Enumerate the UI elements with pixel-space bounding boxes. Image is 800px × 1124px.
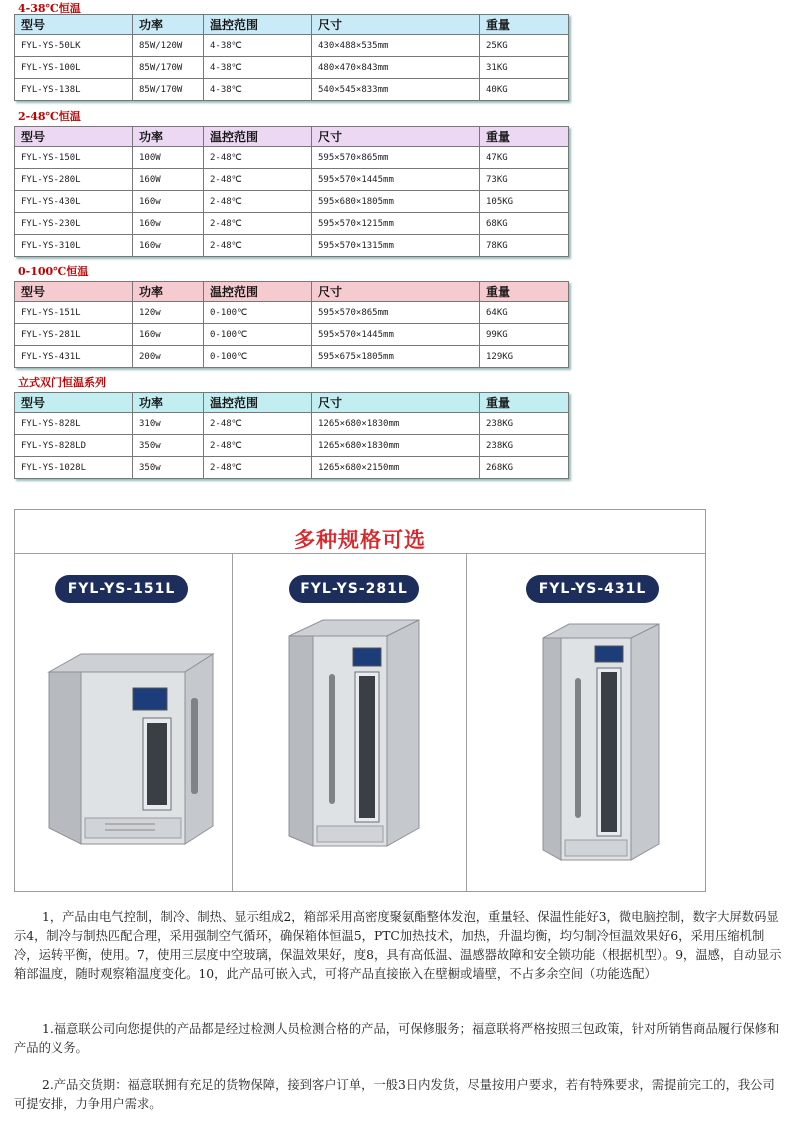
warranty-paragraph: 1.福意联公司向您提供的产品都是经过检测人员检测合格的产品，可保修服务；福意联将严格按照三包政策，针对所销售商品履行保修和产品的义务。 [14,1022,780,1055]
table-cell: 1265×680×2150mm [312,457,480,479]
table-cell: FYL-YS-828L [15,413,133,435]
table-cell: 238KG [480,435,569,457]
table-cell: 4-38℃ [204,57,312,79]
header-cell: 功率 [133,282,204,302]
header-cell: 温控范围 [204,393,312,413]
table-cell: 2-48℃ [204,213,312,235]
table-cell: 595×570×865mm [312,302,480,324]
table-cell: 160w [133,191,204,213]
table-cell: 0-100℃ [204,324,312,346]
table-cell: 2-48℃ [204,435,312,457]
header-cell: 尺寸 [312,393,480,413]
section-title: 2-48℃恒温 [18,110,81,123]
banner-title: 多种规格可选 [294,528,426,552]
table-cell: 100W [133,147,204,169]
table-cell: 430×488×535mm [312,35,480,57]
table-cell: 4-38℃ [204,35,312,57]
header-cell: 功率 [133,15,204,35]
table-cell: 4-38℃ [204,79,312,101]
header-cell: 尺寸 [312,15,480,35]
table-cell: 595×570×1445mm [312,324,480,346]
table-row [15,413,569,435]
banner-divider [15,553,705,554]
cabinet-image [535,618,675,866]
table-cell: 129KG [480,346,569,368]
table-row [15,35,569,57]
table-cell: 0-100℃ [204,346,312,368]
table-cell: 85W/120W [133,35,204,57]
table-cell: 47KG [480,147,569,169]
table-row [15,169,569,191]
table-row [15,324,569,346]
section-title: 4-38℃恒温 [18,2,81,15]
table-cell: 0-100℃ [204,302,312,324]
table-cell: 99KG [480,324,569,346]
table-cell: 2-48℃ [204,413,312,435]
table-cell: FYL-YS-1028L [15,457,133,479]
table-cell: 595×570×1215mm [312,213,480,235]
table-cell: 595×680×1805mm [312,191,480,213]
table-cell: 350w [133,435,204,457]
table-header-row [15,127,569,147]
table-cell: 200w [133,346,204,368]
header-cell: 温控范围 [204,127,312,147]
table-cell: FYL-YS-280L [15,169,133,191]
table-cell: 40KG [480,79,569,101]
table-cell: 595×570×1315mm [312,235,480,257]
table-cell: 85W/170W [133,79,204,101]
table-header-row [15,282,569,302]
table-row [15,302,569,324]
table-row [15,435,569,457]
header-cell: 型号 [15,15,133,35]
table-row [15,57,569,79]
spec-table [14,392,569,479]
product-banner [14,509,706,892]
table-cell: FYL-YS-138L [15,79,133,101]
table-cell: 1265×680×1830mm [312,435,480,457]
model-label: FYL-YS-431L [526,575,659,603]
cabinet-image [45,648,225,848]
table-cell: 268KG [480,457,569,479]
table-row [15,235,569,257]
table-cell: FYL-YS-430L [15,191,133,213]
table-row [15,346,569,368]
header-cell: 尺寸 [312,127,480,147]
table-cell: 105KG [480,191,569,213]
table-header-row [15,393,569,413]
header-cell: 温控范围 [204,15,312,35]
table-cell: 2-48℃ [204,191,312,213]
table-cell: FYL-YS-431L [15,346,133,368]
table-cell: 73KG [480,169,569,191]
table-cell: 31KG [480,57,569,79]
header-cell: 型号 [15,393,133,413]
table-cell: FYL-YS-310L [15,235,133,257]
header-cell: 功率 [133,393,204,413]
table-cell: 2-48℃ [204,147,312,169]
table-cell: 160w [133,213,204,235]
table-cell: 120w [133,302,204,324]
table-cell: FYL-YS-50LK [15,35,133,57]
table-cell: 2-48℃ [204,235,312,257]
cabinet-image [283,614,433,854]
table-cell: 85W/170W [133,57,204,79]
table-cell: 68KG [480,213,569,235]
table-row [15,191,569,213]
table-cell: FYL-YS-100L [15,57,133,79]
table-cell: FYL-YS-230L [15,213,133,235]
table-cell: 350w [133,457,204,479]
table-cell: 595×675×1805mm [312,346,480,368]
header-cell: 型号 [15,282,133,302]
table-cell: 1265×680×1830mm [312,413,480,435]
table-cell: 160W [133,169,204,191]
table-cell: 160w [133,235,204,257]
table-header-row [15,15,569,35]
table-row [15,147,569,169]
spec-table [14,14,569,101]
table-cell: FYL-YS-151L [15,302,133,324]
header-cell: 重量 [480,15,569,35]
section-title: 立式双门恒温系列 [18,376,106,389]
header-cell: 尺寸 [312,282,480,302]
table-row [15,79,569,101]
table-cell: FYL-YS-150L [15,147,133,169]
delivery-paragraph: 2.产品交货期：福意联拥有充足的货物保障，接到客户订单，一般3日内发货，尽量按用户要求，若有特殊要求，需提前完工的，我公司可提安排，力争用户需求。 [14,1078,775,1111]
table-cell: 160w [133,324,204,346]
table-row [15,457,569,479]
header-cell: 重量 [480,127,569,147]
table-cell: FYL-YS-281L [15,324,133,346]
spec-table [14,126,569,257]
table-cell: 2-48℃ [204,169,312,191]
header-cell: 温控范围 [204,282,312,302]
table-cell: 595×570×865mm [312,147,480,169]
table-cell: 595×570×1445mm [312,169,480,191]
header-cell: 重量 [480,393,569,413]
section-title: 0-100℃恒温 [18,265,89,278]
table-cell: 238KG [480,413,569,435]
table-cell: 78KG [480,235,569,257]
table-cell: 540×545×833mm [312,79,480,101]
header-cell: 功率 [133,127,204,147]
table-cell: FYL-YS-828LD [15,435,133,457]
header-cell: 型号 [15,127,133,147]
table-cell: 310w [133,413,204,435]
header-cell: 重量 [480,282,569,302]
banner-divider [232,553,233,891]
model-label: FYL-YS-151L [55,575,188,603]
spec-table [14,281,569,368]
table-cell: 25KG [480,35,569,57]
table-cell: 2-48℃ [204,457,312,479]
feature-paragraph: 1，产品由电气控制，制冷、制热、显示组成2，箱部采用高密度聚氨酯整体发泡，重量轻、保温性能好3，微电脑控制，数字大屏数码显示4，制冷与制热匹配合理，采用强制空气循环，确保箱体恒温5，PTC加热技术，加热，升温均衡，均匀制冷恒温效果好6，采用压缩机制冷，运转平衡，使用。7，使用三层度中空玻璃，保温效果好，度8，具有高低温、温感器故障和安全锁功能（根据机型）。9，温感，自动显示箱部温度，随时观察箱温度变化。10，此产品可嵌入式，可将产品直接嵌入在壁橱或墙壁，不占多余空间（功能选配） [14,910,782,981]
table-cell: 64KG [480,302,569,324]
table-row [15,213,569,235]
table-cell: 480×470×843mm [312,57,480,79]
banner-divider [466,553,467,891]
model-label: FYL-YS-281L [289,575,419,603]
